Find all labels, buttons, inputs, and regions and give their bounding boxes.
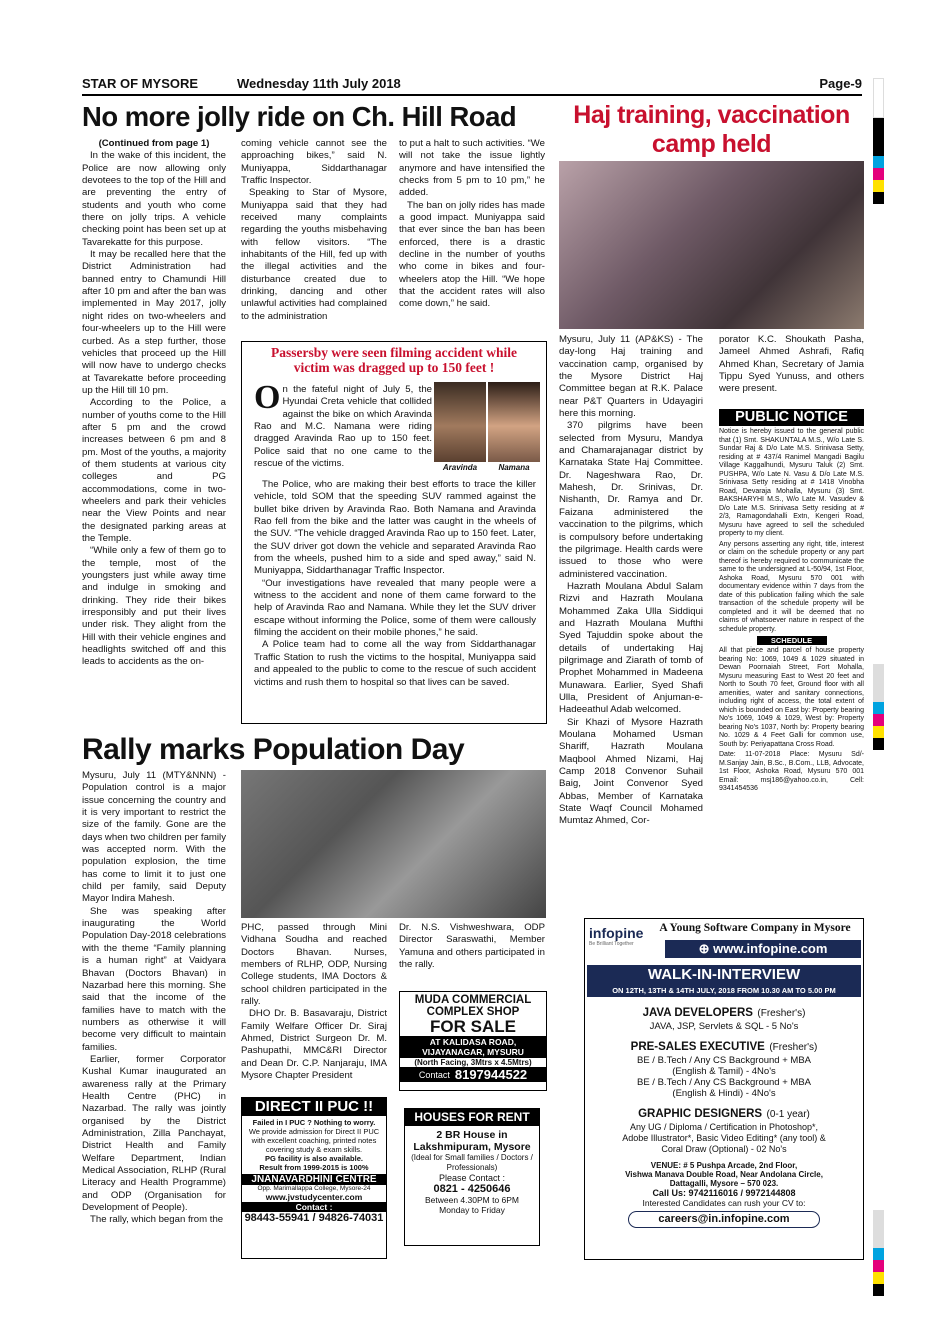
role-title: PRE-SALES EXECUTIVE xyxy=(630,1041,765,1053)
role-title: GRAPHIC DESIGNERS xyxy=(638,1108,763,1120)
muda-contact-row xyxy=(400,1067,546,1082)
rally-photo xyxy=(241,770,546,918)
infopine-tagline: A Young Software Company in Mysore xyxy=(659,922,851,934)
role-suffix: (Fresher's) xyxy=(769,1042,818,1053)
paragraph: In the wake of this incident, the Police are now allowing only devotees to the top of the Hill and are preventing the entry of students and youth who come there on jolly trips. A vehicle checking point has been set up at Tavarekatte for this purpose. xyxy=(82,150,226,248)
story1-col3 xyxy=(399,138,545,311)
paragraph: Speaking to Star of Mysore, Muniyappa said that they had received many complaints regarding the youths misbehaving with fellow visitors. “The inhabitants of the Hill, fed up with the illegal activities and the disturbance created due to drinking, dancing and other unlawful activities had complained to the administration xyxy=(241,187,387,322)
haj-col2 xyxy=(719,334,864,396)
role-line: (English & Hindi) - 4No's xyxy=(672,1088,776,1099)
sidebar-body xyxy=(254,479,536,689)
schedule-body: All that piece and parcel of house property bearing No: 1069, 1049 & 1029 situated in Dewan Poornaiah Street, Fort Mohalla, Mysuru measuring East to West 20 feet and North to South 70 feet, Ground floor with all amenities, water and sanitary connections, including right of access, the total extent of which is bounded on East by: Property bearing No's 1069, 1049 & 1029, West by: Property bearing No's 1037, North by: Property bearing No. 1029 & 4 Feet Galli for common use, South by: Periyapattana Cross Road. xyxy=(719,647,864,748)
house-phone: 0821 - 4250646 xyxy=(433,1183,511,1195)
puc-line: Failed in I PUC ? Nothing to worry. xyxy=(252,1118,376,1127)
photo-aravinda xyxy=(434,382,486,462)
role-suffix: (0-1 year) xyxy=(766,1109,810,1120)
paragraph: According to the Police, a number of youths come to the Hill after 5 pm and the crowd increases between 6 pm and 8 pm. Most of the youths, a majority of them students at various city colleges and PG accommodations, come in two-wheelers and park their vehicles near the View Points and near the designated parking areas at the Temple. xyxy=(82,397,226,544)
paragraph: Mysuru, July 11 (AP&KS) - The day-long Haj training and vaccination camp, organised by the Mysore District Haj Committee began at R.K. Palace near P&T Quarters in Udayagiri here this morning. xyxy=(559,334,703,420)
paragraph: Sir Khazi of Mysore Hazrath Moulana Mohamed Usman Shariff, Hazrath Moulana Maqbool Ahmed Nizami, Haj Camp 2018 Convenor Suhail Baig, Joint Convenor Syed Abbas, Member of Karnataka State Waqf Council Mohamed Mumtaz Ahmed, Cor- xyxy=(559,716,703,827)
role-presales xyxy=(585,1037,863,1099)
role-line: Any UG / Diploma / Certification in Photoshop*, xyxy=(629,1122,819,1132)
paper-name: STAR OF MYSORE xyxy=(82,76,199,91)
paragraph: Dr. N.S. Vishweshwara, ODP Director Saraswathi, Member Yamuna and others participated in the rally. xyxy=(399,922,545,971)
role-line: JAVA, JSP, Servlets & SQL - 5 No's xyxy=(649,1021,799,1032)
paragraph: to put a halt to such activities. “We will not take the issue lightly anymore and have intensified the checks from 5 pm to 10 pm,” he added. xyxy=(399,138,545,199)
role-line: Coral Draw (Optional) - 02 No's xyxy=(661,1144,787,1154)
puc-line: We provide admission for Direct II PUC with excellent coaching, printed notes covering study & exam skills. xyxy=(248,1127,380,1154)
role-line: BE / B.Tech / Any CS Background + MBA xyxy=(637,1077,811,1088)
role-line: Adobe Illustrator*, Basic Video Editing* (any tool) & xyxy=(622,1133,826,1143)
notice-body2: Any persons asserting any right, title, interest or claim on the schedule property or any part thereof is hereby required to communicate the same to the undersigned at L-50/94, 1st Floor, Ashoka Road, Mysuru 570 001 with documentary evidence within 7 days from the date of this publication failing which the sale transaction of the schedule property will be completed and it will be deemed that no claims of whatsoever nature in respect of the schedule property. xyxy=(719,540,864,633)
call-line: Call Us: 9742116016 / 9972144808 xyxy=(652,1188,796,1198)
role-graphic xyxy=(585,1104,863,1155)
rally-col1 xyxy=(82,770,226,1227)
puc-address: Opp. Marimallappa College, Mysore-24 xyxy=(257,1185,371,1192)
puc-website: www.jvstudycenter.com xyxy=(265,1192,363,1202)
story1-col1 xyxy=(82,138,226,669)
house-line: Please Contact : xyxy=(438,1173,506,1183)
house-line: Monday to Friday xyxy=(439,1205,505,1215)
sidebar-headline: Passersby were seen filming accident while victim was dragged up to 150 feet ! xyxy=(270,345,518,375)
house-title: HOUSES FOR RENT xyxy=(405,1109,539,1126)
puc-contact-label: Contact : xyxy=(242,1202,386,1212)
story1-headline: No more jolly ride on Ch. Hill Road xyxy=(82,101,517,132)
ad-houses-rent xyxy=(404,1108,540,1246)
caption-namana: Namana xyxy=(498,463,530,472)
sidebar-lead xyxy=(254,379,432,470)
ad-infopine xyxy=(584,918,864,1260)
issue-date: Wednesday 11th July 2018 xyxy=(237,76,401,91)
puc-centre: JNANAVARDHINI CENTRE xyxy=(242,1174,386,1185)
drop-cap: O xyxy=(254,379,281,416)
muda-title: MUDA COMMERCIAL COMPLEX SHOP xyxy=(414,994,532,1018)
rally-col2 xyxy=(241,922,387,1082)
walkin-banner: WALK-IN-INTERVIEW xyxy=(587,965,861,985)
paragraph: Earlier, former Corporator Kushal Kumar inaugurated an awareness rally at the Primary Health Centre (PHC) in Nazarbad. The rally was jointly organised by the District Administration, Zilla Panchayat, District Health and Family Welfare Department, Indian Medical Association, RLHP (Rural Literacy and Health Programme) and ODP (Organisation for Development of People). xyxy=(82,1053,226,1214)
paragraph: Hazrath Moulana Abdul Salam Rizvi and Hazrath Moulana Mohammed Zaka Ulla Siddiqui and Hazrath Moulana Mufthi Syed Tajuddin spoke about the details of undertaking Haj pilgrimage and Ziarath of tomb of Prophet Mohammed in Madeena Munawara. Earlier, Syed Shafi Ulla, President of Anjuman-e-Hadeeathul Adab welcomed. xyxy=(559,580,703,716)
rally-col3 xyxy=(399,922,545,971)
ad-direct-puc xyxy=(241,1097,387,1259)
public-notice xyxy=(719,409,864,909)
paragraph: “While only a few of them go to the temple, most of the youngsters just while away time and indulge in smoking and drinking. They ride their bikes irresponsibly and put their lives under risk. They alight from the Hill with their vehicle engines and headlights switched off and this leads to accidents as the on- xyxy=(82,545,226,668)
infopine-logo-tag: Be Brilliant Together xyxy=(589,941,634,947)
paragraph: She was speaking after inaugurating the World Population Day-2018 celebrations with the theme “Family planning is a human right” at Vaidyara Bhavan (Doctors Bhavan) in Nazarbad here this morning. She said that the income of the families have to match with the numbers as otherwise it will become very difficult to maintain families. xyxy=(82,905,226,1053)
sidebar-box xyxy=(241,341,547,724)
muda-sale: FOR SALE xyxy=(430,1017,516,1036)
paragraph: “Our investigations have revealed that many people were a witness to the accident and none of them came forward to the help of Aravinda Rao and Namana. While they let the SUV driver escape without informing the Police, some of them were callously filming the accident on their mobile phones,” he said. xyxy=(254,577,536,639)
masthead xyxy=(82,74,862,96)
muda-address: AT KALIDASA ROAD, VIJAYANAGAR, MYSURU xyxy=(400,1036,546,1058)
puc-title: DIRECT II PUC !! xyxy=(242,1098,386,1116)
infopine-logo-text: infopine xyxy=(589,925,644,941)
puc-line: PG facility is also available. xyxy=(265,1154,363,1163)
infopine-header xyxy=(585,919,863,965)
house-line: 2 BR House in xyxy=(436,1129,508,1141)
muda-contact-label: Contact xyxy=(418,1069,450,1080)
paragraph: DHO Dr. B. Basavaraju, District Family Welfare Officer Dr. Siraj Ahmed, District Surgeon Dr. M. Pashupathi, MMC&RI Director and Dean Dr. C.P. Nanjaraju, IMA Mysore Chapter President xyxy=(241,1008,387,1082)
globe-icon: ⊕ xyxy=(698,941,714,956)
notice-signoff: Date: 11-07-2018 Place: Mysuru Sd/- M.Sanjay Jain, B.Sc., B.Com., LLB, Advocate, 1st Floor, Ashoka Road, Mysuru 570 001 Email: msj186@yahoo.co.in, Cell: 9341454536 xyxy=(719,751,864,792)
notice-title: PUBLIC NOTICE xyxy=(719,409,864,426)
haj-col1 xyxy=(559,334,703,828)
haj-photo xyxy=(559,161,864,329)
paragraph: It may be recalled here that the District Administration had banned entry to Chamundi Hill after 10 pm and after the ban was implemented in May 2017, jolly night rides on two-wheelers and four-wheelers up to the Hill were curbed. As a step further, those vehicles that proceed up the Hill will now have to undergo checks at Tavarekatte before proceeding up the Hill till 10 pm. xyxy=(82,249,226,396)
rush-line: Interested Candidates can rush your CV to: xyxy=(642,1198,806,1208)
notice-body: Notice is hereby issued to the general public that (1) Smt. SHAKUNTALA M.S., W/o Late S. Sundar Raj & D/o Late M.S. Srinivasa Setty, residing at # 437/4 Ranimel Mangadi Bagilu Village Kaggalhundi, Mysuru Taluk (2) Smt. PUSHPA, W/o Late N. Vasu & D/o Late M.S. Srinivasa Setty residing at # 1418 Vinobha Road, Devaraja Mohalla, Mysuru (3) Smt. BAKSHARYHI M.S., W/o Late M. Vasudev & D/o Late M.S. Srinivasa Setty residing at # 2/3, Ramagondahalli Extn, Kengeri Road, Mysuru have agreed to sell the scheduled property to my client. xyxy=(719,428,864,537)
infopine-website: www.infopine.com xyxy=(713,941,828,956)
paragraph: 370 pilgrims have been selected from Mysuru, Mandya and Chamarajanagar district by Karnataka State Haj Committee. Dr. Nageshwara Rao, Dr. Mahesh, Dr. Srinivas, Dr. Nishanth, Dr. Ramya and Dr. Faizana administered the vaccination to the pilgrims, which is compulsory before undertaking the pilgrimage. Health cards were issued to those who were administered vaccination. xyxy=(559,420,703,580)
walkin-dates: ON 12TH, 13TH & 14TH JULY, 2018 FROM 10.30 AM TO 5.00 PM xyxy=(587,985,861,997)
infopine-logo xyxy=(589,925,655,953)
haj-headline: Haj training, vaccination camp held xyxy=(573,101,850,158)
muda-spec: (North Facing, 3Mtrs x 4.5Mtrs) xyxy=(414,1058,532,1067)
venue-line: VENUE: # 5 Pushpa Arcade, 2nd Floor, xyxy=(650,1161,798,1170)
role-line: BE / B.Tech / Any CS Background + MBA xyxy=(637,1055,811,1066)
paragraph: The ban on jolly rides has made a good impact. Muniyappa said that ever since the ban has been enforced, there is a drastic decline in the number of youths who come in bikes and four-wheelers atop the Hill. “We hope that the accident rates will also come down,” he said. xyxy=(399,199,545,310)
schedule-title: SCHEDULE xyxy=(757,636,827,645)
continued-note: (Continued from page 1) xyxy=(98,138,210,149)
infopine-website-bar xyxy=(665,940,861,958)
story1-col2 xyxy=(241,138,387,323)
muda-phone: 8197944522 xyxy=(454,1067,528,1082)
email-pill[interactable] xyxy=(628,1211,820,1228)
careers-email[interactable]: careers@in.infopine.com xyxy=(658,1213,790,1225)
venue-line: Vishwa Manava Double Road, Near Andolana Circle, xyxy=(625,1170,823,1179)
role-title: JAVA DEVELOPERS xyxy=(642,1007,753,1019)
paragraph: The rally, which began from the xyxy=(90,1214,224,1226)
rally-headline: Rally marks Population Day xyxy=(82,733,465,766)
house-line: Lakshmipuram, Mysore xyxy=(413,1141,531,1153)
paragraph: A Police team had to come all the way from Siddarthanagar Traffic Station to rush the victims to the hospital, Muniyappa said and appealed to the public to come to the rescue of such accident victims and rush them to hospital so that lives can be saved. xyxy=(254,639,536,688)
venue-line: Dattagalli, Mysore – 570 023. xyxy=(669,1179,779,1188)
ad-muda xyxy=(399,991,547,1091)
house-line: (Ideal for Small families / Doctors / Professionals) xyxy=(411,1153,533,1172)
paragraph: porator K.C. Shoukath Pasha, Jameel Ahmed Ashrafi, Rafiq Ahmed Khan, Secretary of Jamia Tippu Syed Yunuss, and others were present. xyxy=(719,334,864,395)
paragraph: coming vehicle cannot see the approaching bikes,” said N. Muniyappa, Siddarthanagar Traffic Inspector. xyxy=(241,138,387,187)
paragraph: Mysuru, July 11 (MTY&NNN) - Population control is a major issue concerning the country and it is very important to restrict the size of the family. Gone are the days when two children per family was accepted norm. With the population explosion, the time has come to limit it to just one child per family, said Deputy Mayor Indira Mahesh. xyxy=(82,770,226,905)
puc-line: Result from 1999-2015 is 100% xyxy=(259,1163,369,1172)
photo-namana xyxy=(488,382,540,462)
house-line: Between 4.30PM to 6PM xyxy=(424,1195,520,1205)
registration-marks-right xyxy=(873,78,884,1328)
puc-phones: 98443-55941 / 94826-74031 xyxy=(244,1212,384,1224)
paragraph: PHC, passed through Mini Vidhana Soudha and reached Doctors Bhavan. Nurses, members of RLHP, ODP, Nursing College students, IMA Doctors & school children participated in the rally. xyxy=(241,922,387,1008)
role-suffix: (Fresher's) xyxy=(757,1008,806,1019)
role-line: (English & Tamil) - 4No's xyxy=(672,1066,776,1077)
page-number: Page-9 xyxy=(819,76,862,91)
paragraph: The Police, who are making their best efforts to trace the killer vehicle, told SOM that the speeding SUV rammed against the bullet bike driven by Aravinda Rao. Both Namana and Aravinda Rao fell from the bike and the latter was caught in the wheels of the SUV. “The vehicle dragged Aravinda Rao up to 150 feet. Later, the SUV driver got down the vehicle and separated Aravinda Rao from the wheels, pushed him to a side and sped away,” said N. Muniyappa, Siddarthanagar Traffic Inspector. xyxy=(254,479,536,577)
lead-text: n the fateful night of July 5, the Hyundai Creta vehicle that collided against the bike on which Aravinda Rao and M.C. Namana were riding dragged Aravinda Rao up to 150 feet. Police said that no one came to the rescue of the victims. xyxy=(254,384,432,470)
caption-aravinda: Aravinda xyxy=(442,463,478,472)
role-java xyxy=(585,1003,863,1032)
